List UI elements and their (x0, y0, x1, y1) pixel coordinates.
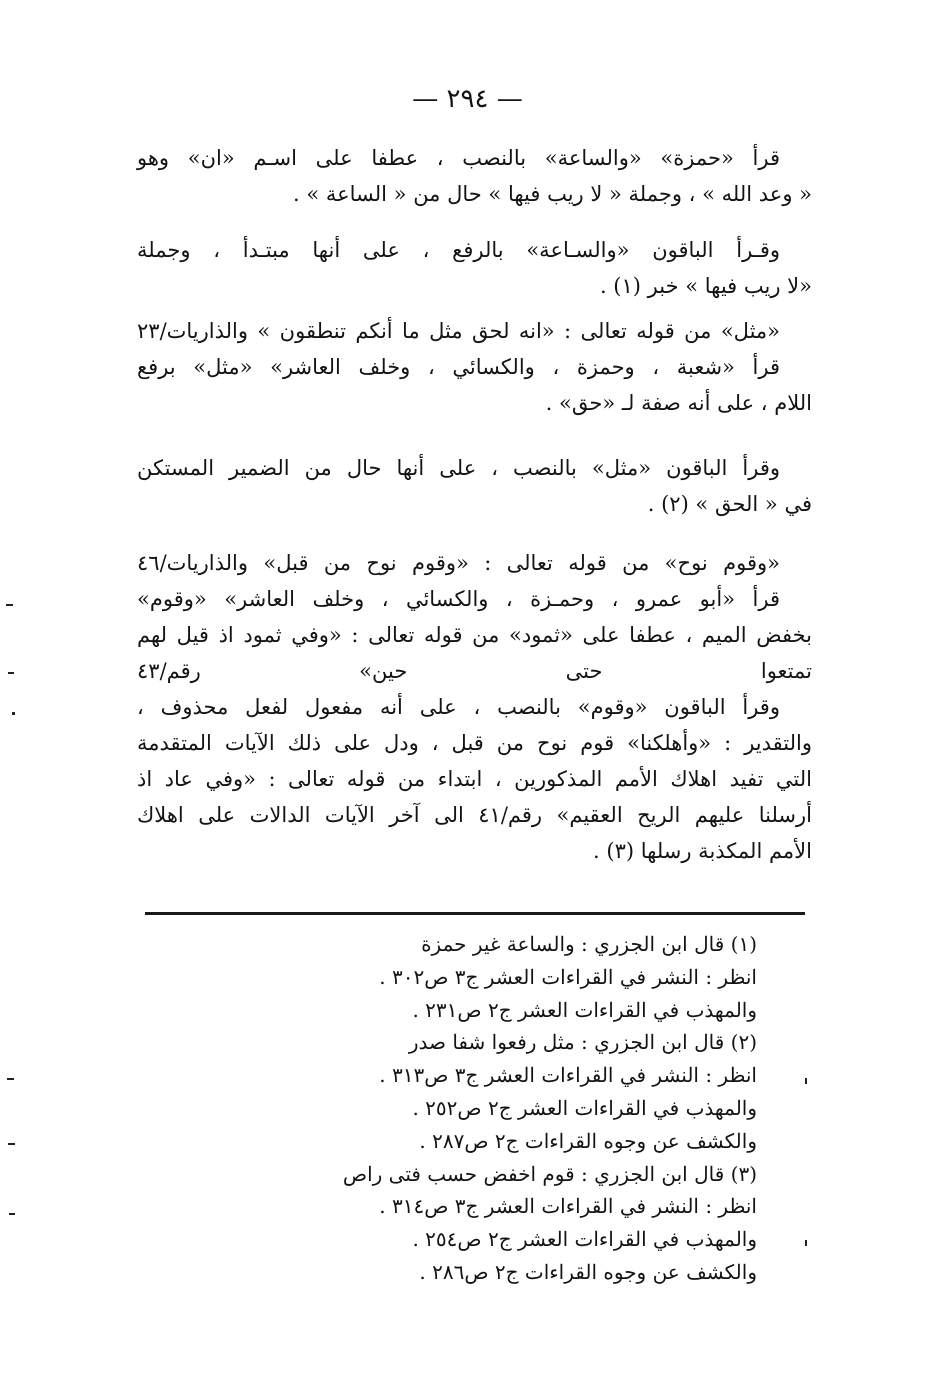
footnote-line: انظر : النشر في القراءات العشر ج٣ ص٣٠٢ . (379, 964, 757, 989)
text-line: وقرأ الباقون «مثل» بالنصب ، على أنها حال من الضمير المستكن (137, 456, 780, 480)
scan-mark (6, 604, 13, 606)
text-line: أرسلنا عليهم الريح العقيم» رقم/٤١ الى آخر الآيات الدالات على اهلاك (137, 803, 812, 827)
text-line: وقرأ الباقون «وقوم» بالنصب ، على أنه مفعول لفعل محذوف ، (137, 695, 780, 719)
text-line: «مثل» من قوله تعالى : «انه لحق مثل ما أنكم تنطقون » والذاريات/٢٣ (137, 319, 780, 343)
paragraph-qawm-nuh-entry (137, 545, 812, 869)
text-line: «وقوم نوح» من قوله تعالى : «وقوم نوح من قبل» والذاريات/٤٦ (137, 551, 780, 575)
footnote-line: والكشف عن وجوه القراءات ج٢ ص٢٨٦ . (419, 1259, 757, 1284)
footnote-line: والمهذب في القراءات العشر ج٢ ص٢٥٤ . (412, 1227, 757, 1252)
footnote-line: انظر : النشر في القراءات العشر ج٣ ص٣١٣ . (379, 1063, 757, 1088)
footnote-line: انظر : النشر في القراءات العشر ج٣ ص٣١٤ . (379, 1194, 757, 1219)
text-line: «لا ريب فيها » خبر (١) . (599, 274, 812, 298)
footnote-line: (٣) قال ابن الجزري : قوم اخفض حسب فتى راص (342, 1161, 757, 1186)
text-line: في « الحق » (٢) . (647, 492, 812, 516)
footnote-line: والكشف عن وجوه القراءات ج٢ ص٢٨٧ . (419, 1128, 757, 1153)
scan-mark (12, 712, 15, 715)
footnote-line: والمهذب في القراءات العشر ج٢ ص٢٥٢ . (412, 1095, 757, 1120)
text-line: وقـرأ الباقون «والسـاعة» بالرفع ، على أنها مبتـدأ ، وجملة (137, 238, 780, 262)
text-line: التي تفيد اهلاك الأمم المذكورين ، ابتداء من قوله تعالى : «وفي عاد اذ (137, 767, 812, 791)
paragraph-hamza-reading (137, 140, 812, 212)
page-number: — ٢٩٤ — (412, 84, 523, 114)
text-line: بخفض الميم ، عطفا على «ثمود» من قوله تعالى : «وفي ثمود اذ قيل لهم (137, 623, 812, 647)
text-line: تمتعوا حتى حين» رقم/٤٣ (137, 659, 812, 683)
scan-mark (9, 1213, 15, 1215)
paragraph-mithl-others (137, 450, 812, 522)
scan-mark (805, 1078, 807, 1084)
footnote-separator (145, 912, 805, 915)
footnote-line: (١) قال ابن الجزري : والساعة غير حمزة (421, 932, 757, 956)
text-line: اللام ، على أنه صفة لـ «حق» . (545, 391, 812, 415)
scan-mark (805, 1240, 807, 1246)
footnote-line: والمهذب في القراءات العشر ج٢ ص٢٣١ . (412, 997, 757, 1022)
text-line: والتقدير : «وأهلكنا» قوم نوح من قبل ، ودل على ذلك الآيات المتقدمة (137, 731, 812, 755)
footnotes (197, 928, 757, 1289)
scan-mark (8, 1143, 15, 1145)
text-line: قرأ «أبو عمرو ، وحمـزة ، والكسائي ، وخلف العاشر» «وقوم» (137, 587, 780, 611)
scan-mark (8, 672, 14, 674)
text-line: قرأ «حمزة» «والساعة» بالنصب ، عطفا على اسـم «ان» وهو (137, 146, 780, 170)
text-line: قرأ «شعبة ، وحمزة ، والكسائي ، وخلف العاشر» «مثل» برفع (137, 355, 780, 379)
scan-mark (7, 1078, 14, 1080)
text-line: « وعد الله » ، وجملة « لا ريب فيها » حال من « الساعة » . (292, 182, 812, 206)
paragraph-others-reading (137, 232, 812, 304)
footnote-line: (٢) قال ابن الجزري : مثل رفعوا شفا صدر (408, 1030, 757, 1055)
text-line: الأمم المكذبة رسلها (٣) . (593, 839, 812, 863)
paragraph-mithl-entry (137, 313, 812, 421)
